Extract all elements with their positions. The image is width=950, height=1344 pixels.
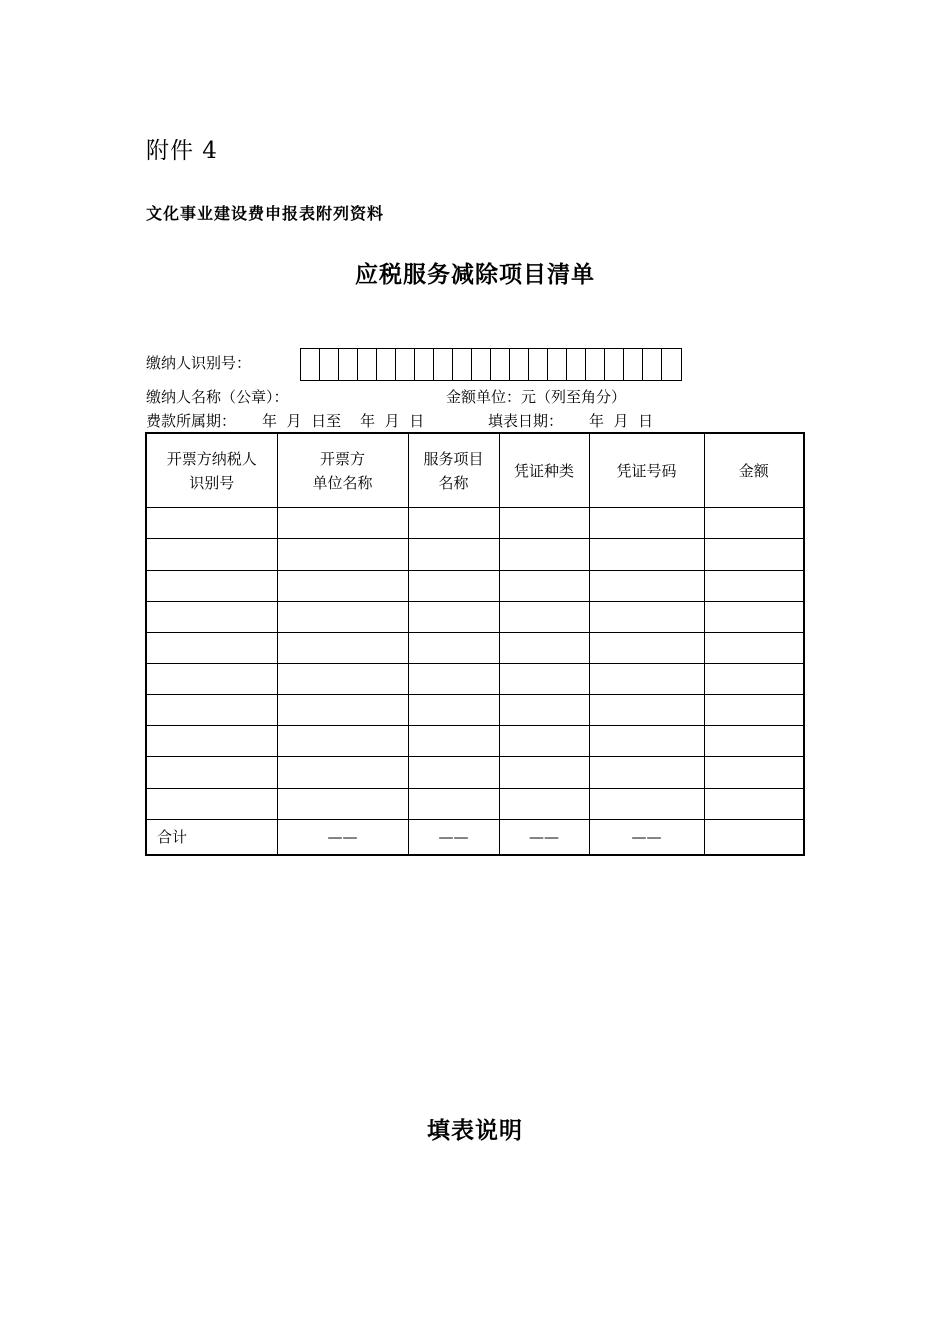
instructions-title: 填表说明 [427,1117,523,1144]
table-cell[interactable] [499,757,589,788]
page-title: 应税服务减除项目清单 [355,261,595,288]
total-cell: —— [277,819,408,855]
table-cell[interactable] [704,695,804,726]
table-cell[interactable] [499,539,589,570]
table-cell[interactable] [499,632,589,663]
table-cell[interactable] [408,757,499,788]
table-cell[interactable] [146,664,277,695]
table-cell[interactable] [704,757,804,788]
table-row [146,695,804,726]
table-cell[interactable] [589,570,704,601]
total-label: 合计 [146,819,277,855]
fee-period-value: 年 月 日至 年 月 日 [262,412,425,430]
table-cell[interactable] [277,695,408,726]
table-cell[interactable] [277,632,408,663]
total-cell: —— [499,819,589,855]
table-cell[interactable] [499,508,589,539]
table-cell[interactable] [704,601,804,632]
taxpayer-id-digit-box[interactable] [643,349,662,380]
taxpayer-id-digit-box[interactable] [510,349,529,380]
table-row [146,508,804,539]
total-cell: —— [408,819,499,855]
table-cell[interactable] [589,632,704,663]
table-row [146,570,804,601]
table-cell[interactable] [499,570,589,601]
table-cell[interactable] [277,788,408,819]
taxpayer-id-digit-box[interactable] [358,349,377,380]
fee-period-label: 费款所属期： [146,412,237,430]
attachment-label: 附件 4 [146,138,218,164]
taxpayer-id-digit-box[interactable] [624,349,643,380]
table-cell[interactable] [499,664,589,695]
amount-unit-label: 金额单位：元（列至角分） [446,388,627,406]
table-cell[interactable] [589,601,704,632]
table-cell[interactable] [277,601,408,632]
table-cell[interactable] [499,726,589,757]
table-cell[interactable] [277,539,408,570]
fill-date-label: 填表日期： [488,412,564,430]
table-cell[interactable] [704,570,804,601]
taxpayer-id-digit-box[interactable] [567,349,586,380]
header-issuer-taxpayer-id: 开票方纳税人 识别号 [146,433,277,508]
table-row [146,539,804,570]
table-cell[interactable] [589,664,704,695]
header-service-item-name: 服务项目 名称 [408,433,499,508]
table-cell[interactable] [277,570,408,601]
table-cell[interactable] [277,508,408,539]
table-cell[interactable] [277,726,408,757]
table-header-row [146,433,804,508]
taxpayer-id-digit-box[interactable] [377,349,396,380]
table-row [146,757,804,788]
taxpayer-id-digit-box[interactable] [396,349,415,380]
table-cell[interactable] [408,632,499,663]
fill-date-value: 年 月 日 [589,412,654,430]
table-cell[interactable] [499,695,589,726]
table-cell[interactable] [146,632,277,663]
table-cell[interactable] [704,726,804,757]
taxpayer-id-input[interactable] [300,348,682,381]
table-cell[interactable] [704,664,804,695]
table-cell[interactable] [277,664,408,695]
table-cell[interactable] [589,788,704,819]
table-cell[interactable] [277,757,408,788]
header-issuer-name: 开票方 单位名称 [277,433,408,508]
table-cell[interactable] [704,508,804,539]
taxpayer-id-digit-box[interactable] [453,349,472,380]
table-row [146,726,804,757]
taxpayer-id-digit-box[interactable] [339,349,358,380]
table-cell[interactable] [146,570,277,601]
table-cell[interactable] [146,695,277,726]
table-cell[interactable] [408,788,499,819]
taxpayer-id-digit-box[interactable] [529,349,548,380]
table-cell[interactable] [704,632,804,663]
taxpayer-id-digit-box[interactable] [434,349,453,380]
taxpayer-id-digit-box[interactable] [491,349,510,380]
table-cell[interactable] [146,601,277,632]
table-cell[interactable] [408,570,499,601]
table-cell[interactable] [589,757,704,788]
document-subtitle: 文化事业建设费申报表附列资料 [146,204,385,223]
header-voucher-type: 凭证种类 [499,433,589,508]
table-cell[interactable] [146,757,277,788]
table-cell[interactable] [704,539,804,570]
taxpayer-id-digit-box[interactable] [320,349,339,380]
table-cell[interactable] [408,508,499,539]
taxpayer-id-digit-box[interactable] [548,349,567,380]
deduction-items-table [145,432,805,856]
table-cell[interactable] [499,601,589,632]
taxpayer-id-digit-box[interactable] [472,349,491,380]
header-voucher-number: 凭证号码 [589,433,704,508]
taxpayer-id-digit-box[interactable] [586,349,605,380]
taxpayer-id-digit-box[interactable] [662,349,681,380]
taxpayer-id-digit-box[interactable] [605,349,624,380]
table-cell[interactable] [499,788,589,819]
table-cell[interactable] [146,788,277,819]
table-cell[interactable] [146,508,277,539]
table-row [146,601,804,632]
table-cell[interactable] [408,601,499,632]
table-cell[interactable] [408,539,499,570]
header-amount: 金额 [704,433,804,508]
taxpayer-id-digit-box[interactable] [301,349,320,380]
table-cell[interactable] [146,726,277,757]
total-row [146,819,804,855]
table-row [146,632,804,663]
table-row [146,788,804,819]
table-cell[interactable] [589,539,704,570]
table-cell[interactable] [704,788,804,819]
table-cell[interactable] [589,695,704,726]
taxpayer-id-label: 缴纳人识别号： [146,354,252,372]
total-cell[interactable] [704,819,804,855]
taxpayer-name-label: 缴纳人名称（公章）： [146,388,289,406]
table-cell[interactable] [408,664,499,695]
table-row [146,664,804,695]
table-cell[interactable] [408,695,499,726]
total-cell: —— [589,819,704,855]
table-cell[interactable] [589,726,704,757]
taxpayer-id-digit-box[interactable] [415,349,434,380]
table-cell[interactable] [589,508,704,539]
table-cell[interactable] [146,539,277,570]
table-cell[interactable] [408,726,499,757]
